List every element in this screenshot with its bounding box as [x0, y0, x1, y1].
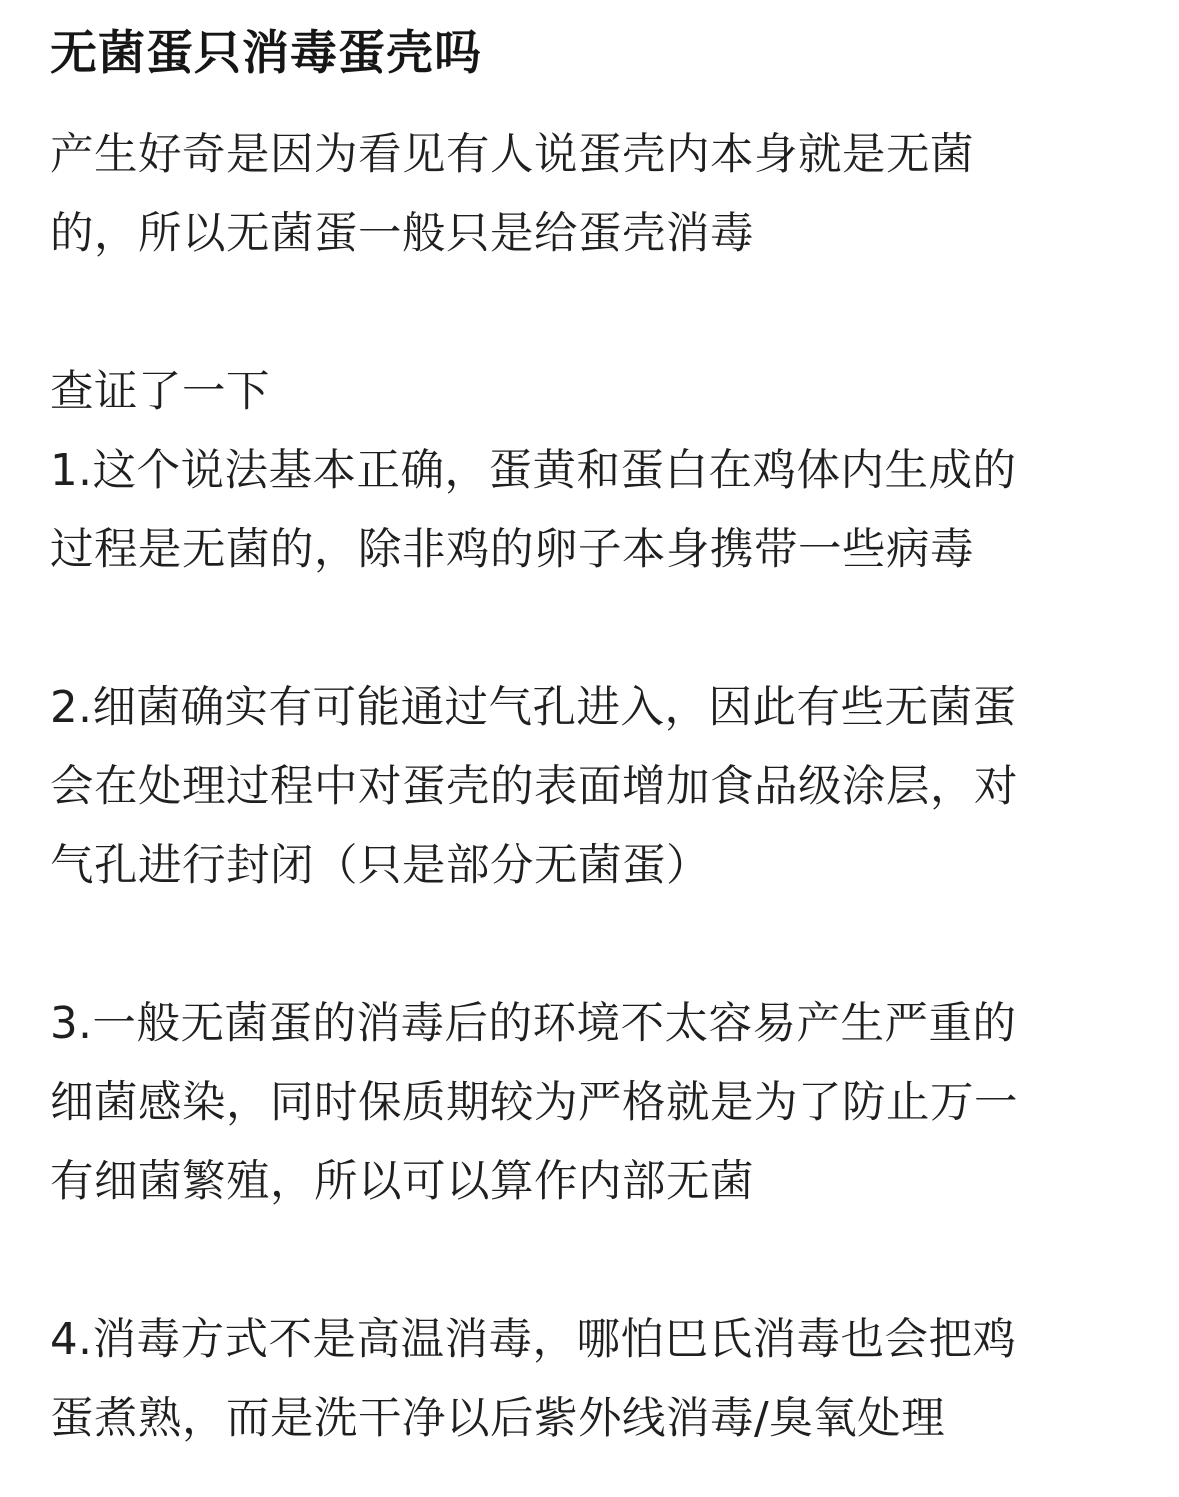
point-3-line-2: 细菌感染，同时保质期较为严格就是为了防止万一 [50, 1078, 1018, 1128]
paragraph-gap [50, 274, 1140, 353]
point-2-line-1: 2.细菌确实有可能通过气孔进入，因此有些无菌蛋 [50, 683, 1017, 733]
point-3-paragraph [50, 985, 1140, 1222]
point-4-line-2: 蛋煮熟，而是洗干净以后紫外线消毒/臭氧处理 [50, 1394, 946, 1444]
point-3-line-1: 3.一般无菌蛋的消毒后的环境不太容易产生严重的 [50, 999, 1017, 1049]
post-content [50, 22, 1140, 1459]
paragraph-gap [50, 590, 1140, 669]
check-heading: 查证了一下 [50, 367, 270, 417]
check-paragraph [50, 353, 1140, 590]
intro-paragraph [50, 116, 1140, 274]
point-4-paragraph [50, 1301, 1140, 1459]
point-2-paragraph [50, 669, 1140, 906]
intro-line-1: 产生好奇是因为看见有人说蛋壳内本身就是无菌 [50, 130, 974, 180]
point-2-line-2: 会在处理过程中对蛋壳的表面增加食品级涂层，对 [50, 762, 1018, 812]
point-4-line-1: 4.消毒方式不是高温消毒，哪怕巴氏消毒也会把鸡 [50, 1315, 1017, 1365]
point-1-line-2: 过程是无菌的，除非鸡的卵子本身携带一些病毒 [50, 525, 974, 575]
point-3-line-3: 有细菌繁殖，所以可以算作内部无菌 [50, 1157, 754, 1207]
paragraph-gap [50, 906, 1140, 985]
point-2-line-3: 气孔进行封闭（只是部分无菌蛋） [50, 841, 710, 891]
point-1-line-1: 1.这个说法基本正确，蛋黄和蛋白在鸡体内生成的 [50, 446, 1017, 496]
paragraph-gap [50, 1222, 1140, 1301]
post-title: 无菌蛋只消毒蛋壳吗 [50, 26, 482, 81]
intro-line-2: 的，所以无菌蛋一般只是给蛋壳消毒 [50, 209, 754, 259]
